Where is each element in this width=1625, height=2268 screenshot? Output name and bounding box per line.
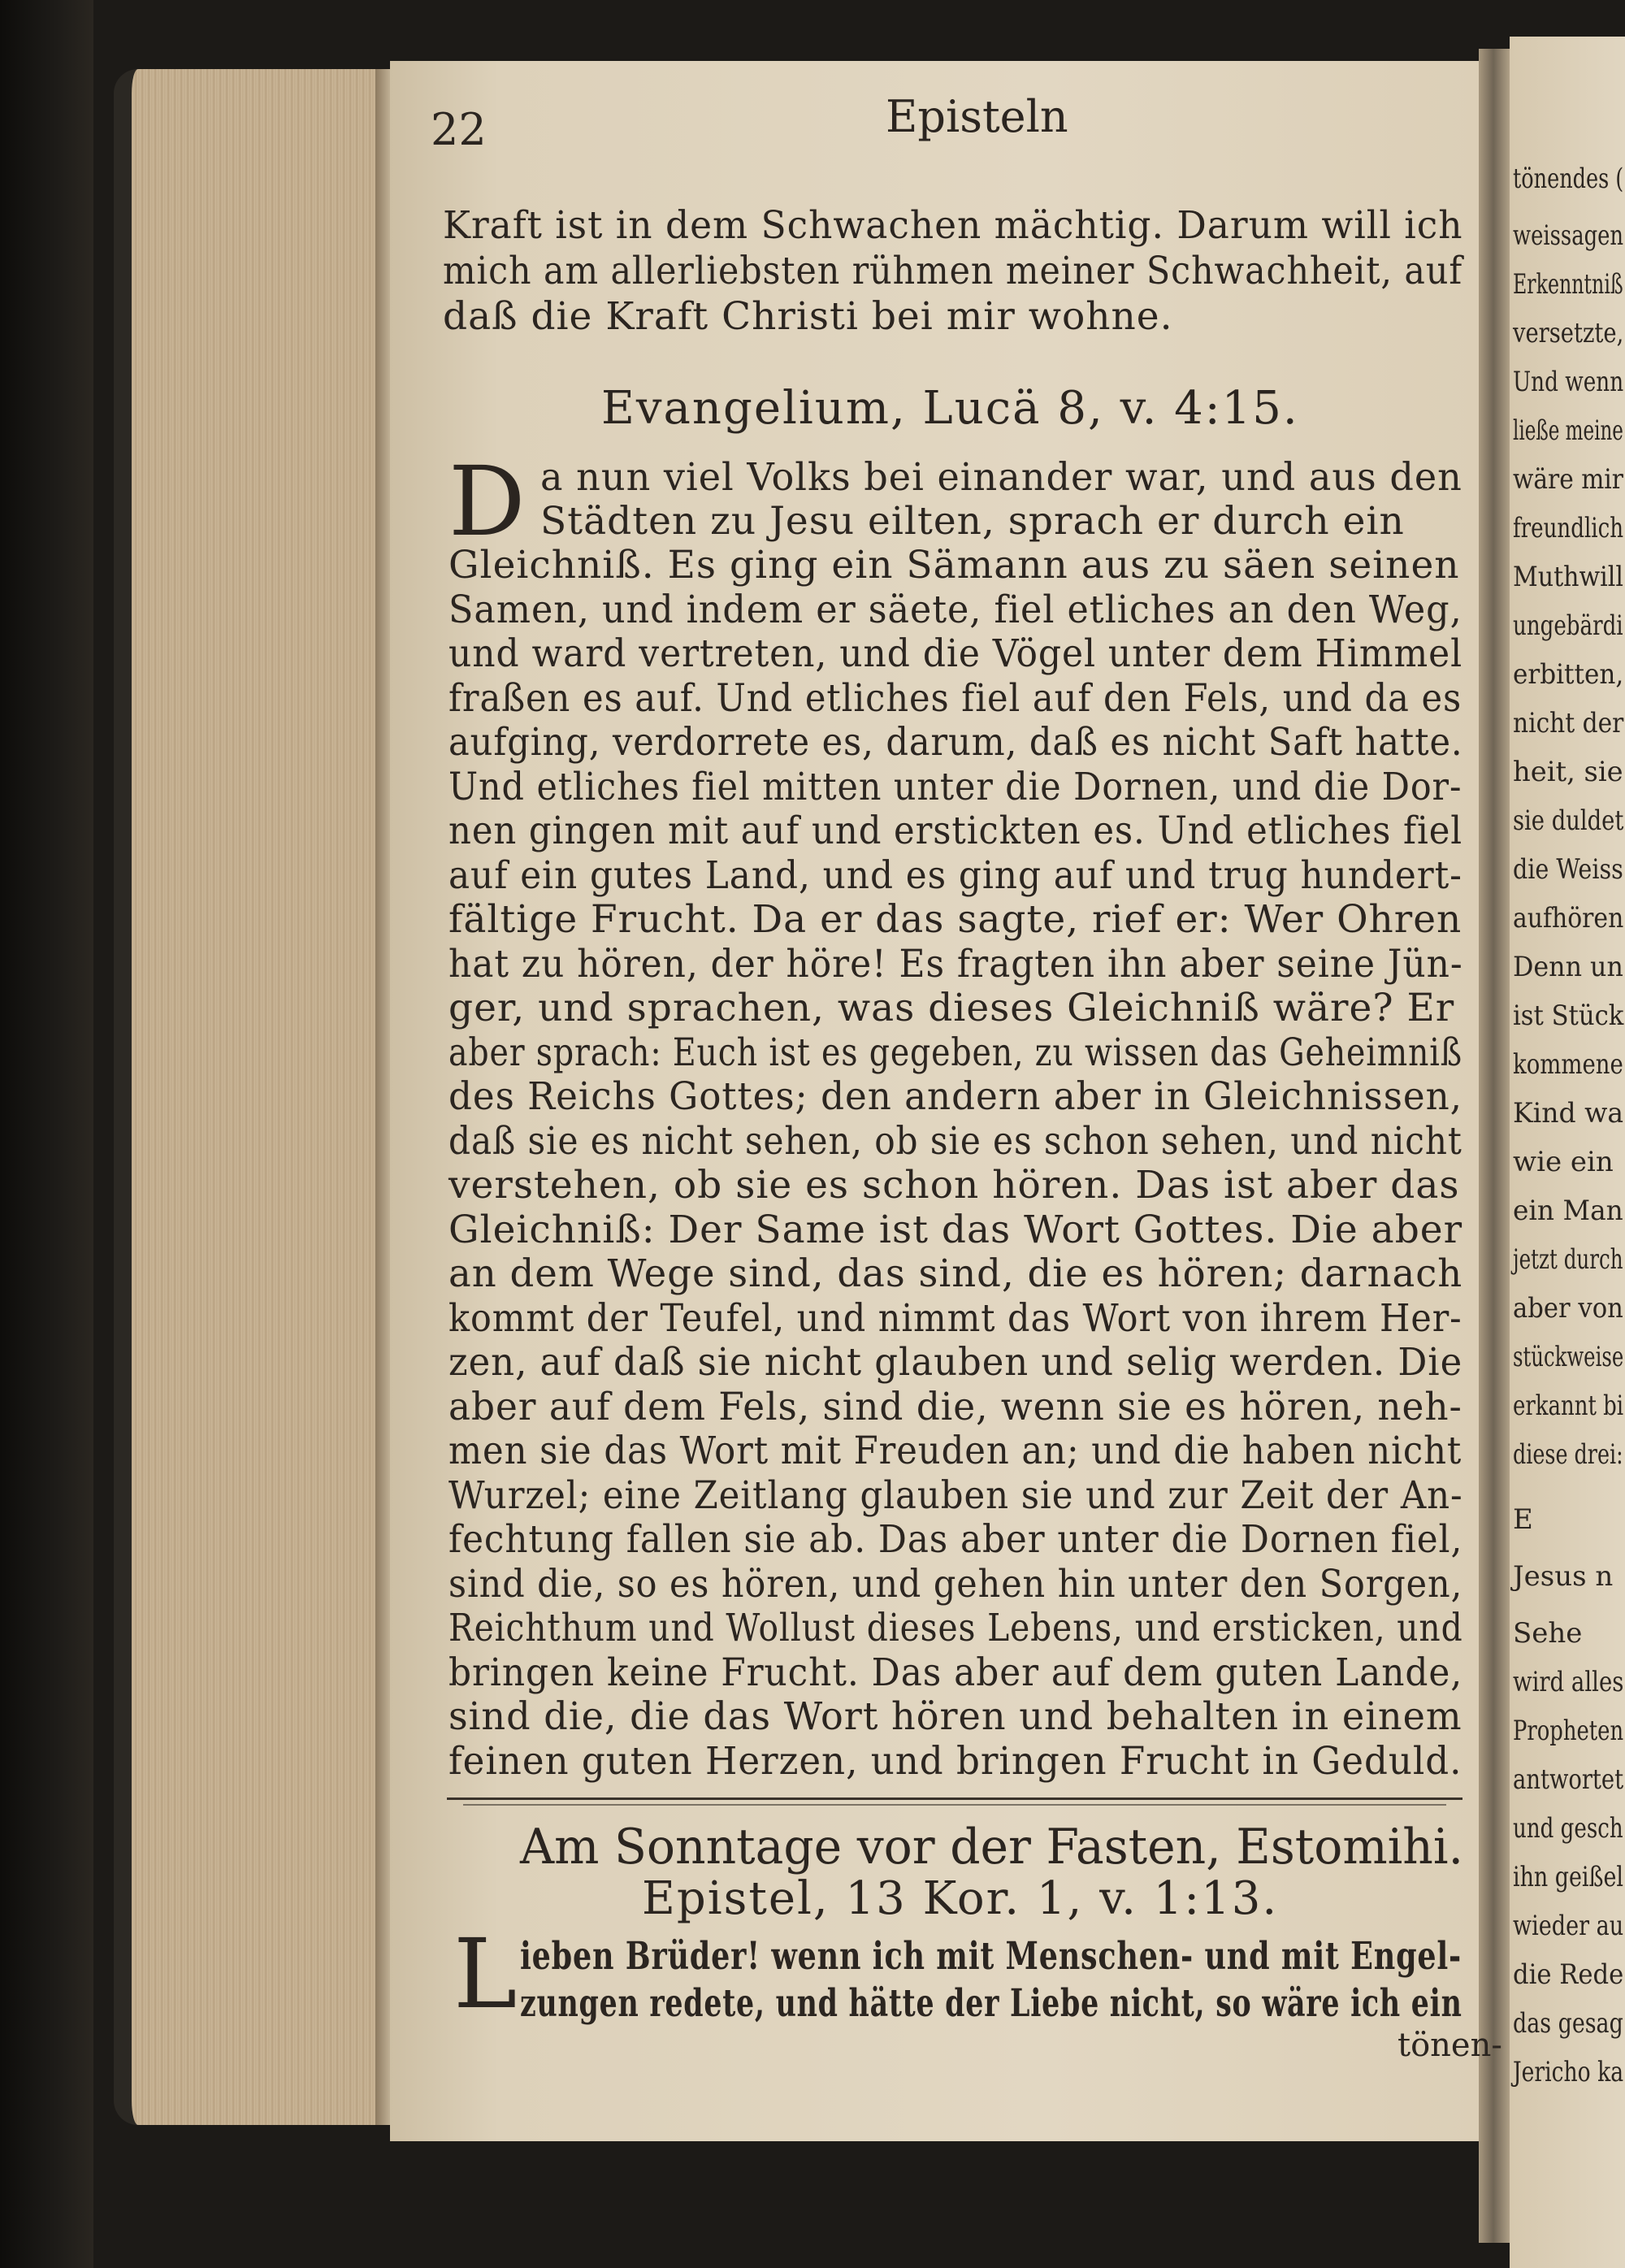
epistel-second-line: zungen redete, und hätte der Liebe nicht, so wäre ich ein — [520, 1981, 1462, 2026]
epistel-first-line: ieben Brüder! wenn ich mit Menschen- und mit Engel- — [520, 1934, 1462, 1979]
evangelium-line: des Reichs Gottes; den andern aber in Gleichnissen, — [448, 1074, 1463, 1119]
right-page-fragment: Jericho ka — [1513, 2056, 1624, 2088]
evangelium-heading: Evangelium, Lucä 8, v. 4:15. — [601, 382, 1299, 435]
evangelium-line: Reichthum und Wollust dieses Lebens, und ersticken, und — [448, 1606, 1463, 1650]
right-page-fragment: aufhören — [1513, 902, 1624, 935]
right-page-fragment: Erkenntniß — [1513, 268, 1623, 301]
evangelium-line: auf ein gutes Land, und es ging auf und trug hundert- — [448, 852, 1462, 898]
right-page-fragment: Muthwill — [1513, 561, 1623, 593]
evangelium-line: daß sie es nicht sehen, ob sie es schon sehen, und nicht — [448, 1118, 1462, 1164]
evangelium-line: Und etliches fiel mitten unter die Dornen, und die Dor- — [448, 764, 1462, 809]
right-page-fragment: erkannt bi — [1513, 1390, 1624, 1422]
right-page-fragment: die Rede — [1513, 1958, 1624, 1991]
right-page-fragment: das gesag — [1513, 2007, 1623, 2040]
right-page-fragment: heit, sie — [1513, 756, 1623, 788]
right-page-fragment: antwortet — [1513, 1763, 1624, 1796]
evangelium-line: nen gingen mit auf und erstickten es. Und etliches fiel — [448, 809, 1463, 853]
right-page-fragment: freundlich — [1513, 512, 1624, 544]
evangelium-first-line: a nun viel Volks bei einander war, und aus den — [540, 455, 1462, 500]
evangelium-line: sind die, so es hören, und gehen hin unter den Sorgen, — [448, 1561, 1463, 1607]
right-page-fragment: E — [1513, 1503, 1533, 1536]
evangelium-line: men sie das Wort mit Freuden an; und die haben nicht — [448, 1429, 1462, 1473]
right-page-fragment: jetzt durch — [1513, 1243, 1623, 1276]
right-page-fragment: ließe meine — [1513, 414, 1623, 447]
right-page-fragment: ihn geißel — [1513, 1861, 1624, 1893]
right-page-fragment: ist Stück — [1513, 1000, 1624, 1032]
right-page-fragment: Und wenn — [1513, 366, 1624, 398]
right-page-fragment: diese drei: — [1513, 1438, 1623, 1471]
dropcap-d: D — [448, 445, 526, 557]
right-page-fragment: stückweise — [1513, 1341, 1624, 1373]
evangelium-line: aber auf dem Fels, sind die, wenn sie es hören, neh- — [448, 1384, 1462, 1429]
page-block-edge — [114, 69, 408, 2125]
evangelium-line: fraßen es auf. Und etliches fiel auf den Fels, und da es — [448, 675, 1462, 721]
evangelium-second-line: Städten zu Jesu eilten, sprach er durch ein — [540, 499, 1405, 544]
evangelium-line: und ward vertreten, und die Vögel unter dem Himmel — [448, 631, 1463, 676]
right-page-fragment: versetzte, — [1513, 317, 1624, 349]
page-number: 22 — [431, 104, 487, 155]
right-page-fragment: ungebärdi — [1513, 609, 1623, 642]
evangelium-line: ger, und sprachen, was dieses Gleichniß wäre? Er — [448, 986, 1455, 1030]
evangelium-line: verstehen, ob sie es schon hören. Das ist aber das — [448, 1163, 1460, 1208]
running-title: Episteln — [886, 91, 1068, 142]
evangelium-line: kommt der Teufel, und nimmt das Wort von ihrem Her- — [448, 1295, 1462, 1341]
right-page-fragment: und gesch — [1513, 1812, 1623, 1845]
evangelium-line: Gleichniß: Der Same ist das Wort Gottes. Die aber — [448, 1207, 1463, 1252]
divider-rule-thin — [463, 1804, 1446, 1806]
intro-line: daß die Kraft Christi bei mir wohne. — [443, 294, 1173, 339]
intro-line: mich am allerliebsten rühmen meiner Schwachheit, auf — [443, 249, 1463, 293]
right-page-fragment: Sehe — [1513, 1617, 1583, 1650]
book-gutter — [1479, 49, 1511, 2243]
evangelium-line: sind die, die das Wort hören und behalten in einem — [448, 1694, 1462, 1739]
right-page-fragment: sie duldet — [1513, 804, 1624, 837]
right-page-fragment: tönendes ( — [1513, 163, 1624, 195]
right-page-fragment: Propheten — [1513, 1715, 1624, 1747]
right-page-fragment: Denn un — [1513, 951, 1623, 983]
evangelium-line: feinen guten Herzen, und bringen Frucht in Geduld. — [448, 1738, 1462, 1784]
right-page-fragment: die Weiss — [1513, 853, 1623, 886]
evangelium-line: Samen, und indem er säete, fiel etliches an den Weg, — [448, 587, 1462, 632]
evangelium-line: zen, auf daß sie nicht glauben und selig werden. Die — [448, 1340, 1463, 1385]
right-page-fragment: Kind wa — [1513, 1097, 1624, 1130]
right-page-fragment: erbitten, — [1513, 658, 1624, 691]
right-page-fragment: weissagen — [1513, 219, 1624, 252]
intro-line: Kraft ist in dem Schwachen mächtig. Darum will ich — [443, 203, 1463, 248]
book-cover-edge — [0, 0, 93, 2268]
right-page-fragment: Jesus n — [1513, 1560, 1614, 1593]
evangelium-line: aufging, verdorrete es, darum, daß es nicht Saft hatte. — [448, 720, 1463, 765]
right-page-fragment: wie ein — [1513, 1146, 1614, 1178]
evangelium-line: bringen keine Frucht. Das aber auf dem guten Lande, — [448, 1650, 1463, 1695]
evangelium-line: fechtung fallen sie ab. Das aber unter die Dornen fiel, — [448, 1517, 1463, 1562]
evangelium-line: Gleichniß. Es ging ein Sämann aus zu säen seinen — [448, 543, 1460, 588]
right-page-fragment: wieder au — [1513, 1910, 1624, 1942]
evangelium-line: an dem Wege sind, das sind, die es hören; darnach — [448, 1251, 1463, 1296]
catchword: tönen- — [1398, 2027, 1502, 2064]
right-page-fragment: wird alles — [1513, 1666, 1624, 1698]
evangelium-line: aber sprach: Euch ist es gegeben, zu wissen das Geheimniß — [448, 1030, 1462, 1075]
right-page-fragment: nicht der — [1513, 707, 1624, 739]
right-page-fragment: ein Man — [1513, 1195, 1623, 1227]
divider-rule — [447, 1797, 1462, 1800]
sunday-title: Am Sonntage vor der Fasten, Estomihi. — [520, 1819, 1464, 1876]
right-page-fragment: wäre mir — [1513, 463, 1623, 496]
right-page-fragment: kommene — [1513, 1048, 1623, 1081]
right-page — [1510, 37, 1625, 2268]
evangelium-line: Wurzel; eine Zeitlang glauben sie und zur Zeit der An- — [448, 1472, 1463, 1518]
evangelium-line: fältige Frucht. Da er das sagte, rief er: Wer Ohren — [448, 897, 1462, 942]
evangelium-line: hat zu hören, der höre! Es fragten ihn aber seine Jün- — [448, 941, 1463, 987]
right-page-fragment: aber von — [1513, 1292, 1623, 1325]
dropcap-l: L — [453, 1918, 518, 2030]
epistel-heading: Epistel, 13 Kor. 1, v. 1:13. — [642, 1872, 1279, 1925]
